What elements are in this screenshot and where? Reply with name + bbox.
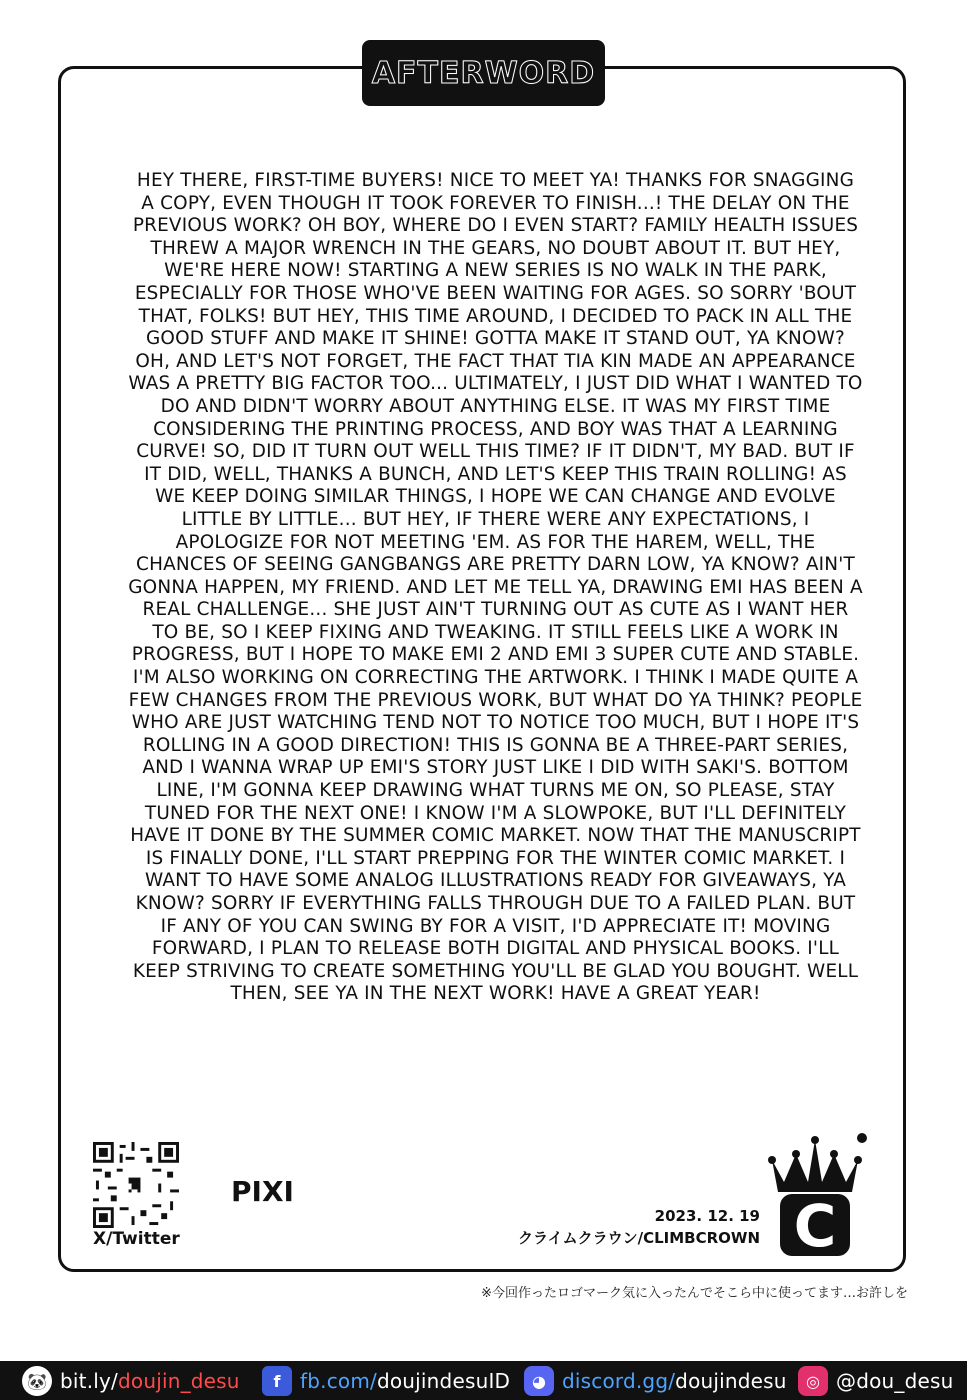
footer-link-bitly[interactable]: 🐼 bit.ly/doujin_desu <box>22 1366 240 1396</box>
discord-icon: ◕ <box>524 1366 554 1396</box>
logo-letter: C <box>793 1192 837 1260</box>
instagram-icon: ◎ <box>798 1366 828 1396</box>
panda-icon: 🐼 <box>22 1366 52 1396</box>
footnote: ※今回作ったロゴマーク気に入ったんでそこら中に使ってます…お許しを <box>481 1286 908 1301</box>
circle-name: クライムクラウン/CLIMBCROWN <box>518 1229 760 1247</box>
footer-link-facebook[interactable]: f fb.com/doujindesuID <box>262 1366 510 1396</box>
pixiv-label: PIXI <box>231 1175 294 1208</box>
facebook-icon: f <box>262 1366 292 1396</box>
qr-code-icon[interactable] <box>93 1142 179 1228</box>
afterword-body: HEY THERE, FIRST-TIME BUYERS! NICE TO MEET YA! THANKS FOR SNAGGING A COPY, EVEN THOUGH IT TOOK FOREVER TO FINISH...! THE DELAY ON THE PREVIOUS WORK? OH BOY, WHERE DO I EVEN START? FAMILY HEALTH ISSUES THREW A MAJOR WRENCH IN THE GEARS, NO DOUBT ABOUT IT. BUT HEY, WE'RE HERE NOW! STARTING A NEW SERIES IS NO WALK IN THE PARK, ESPECIALLY FOR THOSE WHO'VE BEEN WAITING FOR AGES. SO SORRY 'BOUT THAT, FOLKS! BUT HEY, THIS TIME AROUND, I DECIDED TO PACK IN ALL THE GOOD STUFF AND MAKE IT SHINE! GOTTA MAKE IT STAND OUT, YA KNOW? OH, AND LET'S NOT FORGET, THE FACT THAT TIA KIN MADE AN APPEARANCE WAS A PRETTY BIG FACTOR TOO... ULTIMATELY, I JUST DID WHAT I WANTED TO DO AND DIDN'T WORRY ABOUT ANYTHING ELSE. IT WAS MY FIRST TIME CONSIDERING THE PRINTING PROCESS, AND BOY WAS THAT A LEARNING CURVE! SO, DID IT TURN OUT WELL THIS TIME? IF IT DIDN'T, MY BAD. BUT IF IT DID, WELL, THANKS A BUNCH, AND LET'S KEEP THIS TRAIN ROLLING! AS WE KEEP DOING SIMILAR THINGS, I HOPE WE CAN CHANGE AND EVOLVE LITTLE BY LITTLE... BUT HEY, IF THERE WERE ANY EXPECTATIONS, I APOLOGIZE FOR NOT MEETING 'EM. AS FOR THE HAREM, WELL, THE CHANCES OF SEEING GANGBANGS ARE PRETTY DARN LOW, YA KNOW? AIN'T GONNA HAPPEN, MY FRIEND. AND LET ME TELL YA, DRAWING EMI HAS BEEN A REAL CHALLENGE... SHE JUST AIN'T TURNING OUT AS CUTE AS I WANT HER TO BE, SO I KEEP FIXING AND TWEAKING. IT STILL FEELS LIKE A WORK IN PROGRESS, BUT I HOPE TO MAKE EMI 2 AND EMI 3 SUPER CUTE AND STABLE. I'M ALSO WORKING ON CORRECTING THE ARTWORK. I THINK I MADE QUITE A FEW CHANGES FROM THE PREVIOUS WORK, BUT WHAT DO YA THINK? PEOPLE WHO ARE JUST WATCHING TEND NOT TO NOTICE TOO MUCH, BUT I HOPE IT'S ROLLING IN A GOOD DIRECTION! THIS IS GONNA BE A THREE-PART SERIES, AND I WANNA WRAP UP EMI'S STORY JUST LIKE I DID WITH SAKI'S. BOTTOM LINE, I'M GONNA KEEP DRAWING WHAT TURNS ME ON, SO PLEASE, STAY TUNED FOR THE NEXT ONE! I KNOW I'M A SLOWPOKE, BUT I'LL DEFINITELY HAVE IT DONE BY THE SUMMER COMIC MARKET. NOW THAT THE MANUSCRIPT IS FINALLY DONE, I'LL START PREPPING FOR THE WINTER COMIC MARKET. I WANT TO HAVE SOME ANALOG ILLUSTRATIONS READY FOR GIVEAWAYS, YA KNOW? SORRY IF EVERYTHING FALLS THROUGH DUE TO A FAILED PLAN. BUT IF ANY OF YOU CAN SWING BY FOR A VISIT, I'D APPRECIATE IT! MOVING FORWARD, I PLAN TO RELEASE BOTH DIGITAL AND PHYSICAL BOOKS. I'LL KEEP STRIVING TO CREATE SOMETHING YOU'LL BE GLAD YOU BOUGHT. WELL THEN, SEE YA IN THE NEXT WORK! HAVE A GREAT YEAR! <box>128 170 863 1005</box>
title-banner <box>362 40 605 106</box>
page-title: AFTERWORD <box>371 55 596 91</box>
footer-link-discord[interactable]: ◕ discord.gg/doujindesu <box>524 1366 787 1396</box>
climbcrown-logo-icon <box>762 1130 868 1260</box>
footer-bar <box>0 1361 967 1400</box>
footer-link-instagram[interactable]: ◎ @dou_desu <box>798 1366 954 1396</box>
qr-label: X/Twitter <box>93 1229 180 1249</box>
release-date: 2023. 12. 19 <box>654 1207 760 1225</box>
